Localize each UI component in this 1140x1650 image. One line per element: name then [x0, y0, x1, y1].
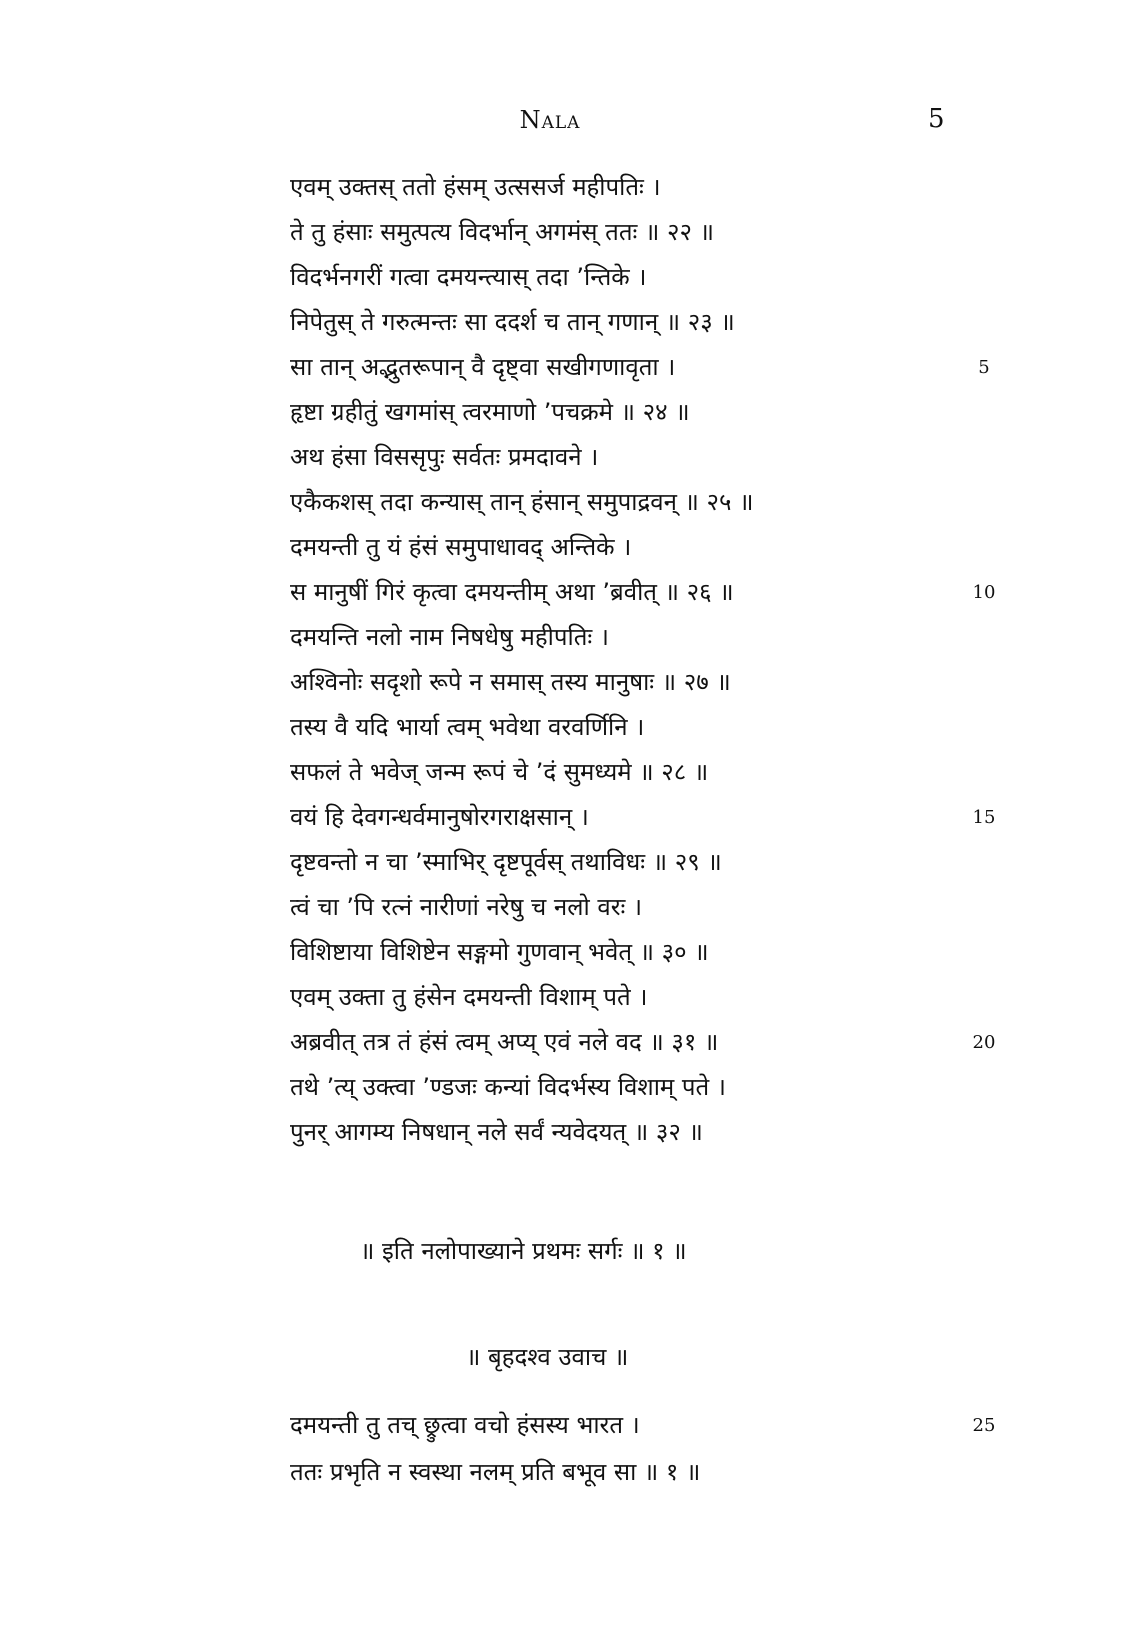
verse-line: दमयन्ती तु तच् छ्रुत्वा वचो हंसस्य भारत । [290, 1411, 640, 1439]
verse-line: एवम् उक्ता तु हंसेन दमयन्ती विशाम् पते । [290, 983, 648, 1011]
verse-line: तथे ’त्य् उक्त्वा ’ण्डजः कन्यां विदर्भस्य विशाम् पते । [290, 1073, 726, 1101]
chapter-colophon: ॥ इति नलोपाख्याने प्रथमः सर्गः ॥ १ ॥ [360, 1237, 687, 1265]
page-number: 5 [928, 104, 945, 134]
verse-line: ततः प्रभृति न स्वस्था नलम् प्रति बभूव सा ॥ १ ॥ [290, 1458, 701, 1486]
verse-line: दृष्टवन्तो न चा ’स्माभिर् दृष्टपूर्वस् तथाविधः ॥ २९ ॥ [290, 848, 722, 876]
margin-line-number: 20 [972, 1032, 996, 1053]
verse-line: स मानुषीं गिरं कृत्वा दमयन्तीम् अथा ’ब्रवीत् ॥ २६ ॥ [290, 578, 734, 606]
margin-line-number: 25 [972, 1415, 996, 1436]
verse-line: एकैकशस् तदा कन्यास् तान् हंसान् समुपाद्रवन् ॥ २५ ॥ [290, 488, 754, 516]
verse-line: अथ हंसा विससृपुः सर्वतः प्रमदावने । [290, 443, 599, 471]
margin-line-number: 10 [972, 582, 996, 603]
verse-line: विदर्भनगरीं गत्वा दमयन्त्यास् तदा ’न्तिके । [290, 263, 647, 291]
margin-line-number: 15 [972, 807, 996, 828]
verse-line: दमयन्ती तु यं हंसं समुपाधावद् अन्तिके । [290, 533, 632, 561]
verse-line: त्वं चा ’पि रत्नं नारीणां नरेषु च नलो वरः । [290, 893, 643, 921]
verse-line: विशिष्टाया विशिष्टेन सङ्गमो गुणवान् भवेत् ॥ ३० ॥ [290, 938, 709, 966]
verse-line: तस्य वै यदि भार्या त्वम् भवेथा वरवर्णिनि । [290, 713, 645, 741]
verse-line: वयं हि देवगन्धर्वमानुषोरगराक्षसान् । [290, 803, 589, 831]
verse-line: एवम् उक्तस् ततो हंसम् उत्ससर्ज महीपतिः । [290, 173, 661, 201]
verse-line: निपेतुस् ते गरुत्मन्तः सा ददर्श च तान् गणान् ॥ २३ ॥ [290, 308, 735, 336]
verse-line: सफलं ते भवेज् जन्म रूपं चे ’दं सुमध्यमे ॥ २८ ॥ [290, 758, 709, 786]
verse-line: अब्रवीत् तत्र तं हंसं त्वम् अप्य् एवं नले वद ॥ ३१ ॥ [290, 1028, 719, 1056]
section-heading: ॥ बृहदश्व उवाच ॥ [466, 1343, 629, 1371]
verse-line: दमयन्ति नलो नाम निषधेषु महीपतिः । [290, 623, 609, 651]
verse-line: पुनर् आगम्य निषधान् नले सर्वं न्यवेदयत् ॥ ३२ ॥ [290, 1118, 703, 1146]
margin-line-number: 5 [978, 357, 990, 378]
verse-line: हृष्टा ग्रहीतुं खगमांस् त्वरमाणो ’पचक्रमे ॥ २४ ॥ [290, 398, 690, 426]
verse-line: सा तान् अद्भुतरूपान् वै दृष्ट्वा सखीगणावृता । [290, 353, 676, 381]
verse-line: ते तु हंसाः समुत्पत्य विदर्भान् अगमंस् ततः ॥ २२ ॥ [290, 218, 714, 246]
running-head-title: Nala [519, 106, 581, 134]
verse-line: अश्विनोः सदृशो रूपे न समास् तस्य मानुषाः ॥ २७ ॥ [290, 668, 731, 696]
